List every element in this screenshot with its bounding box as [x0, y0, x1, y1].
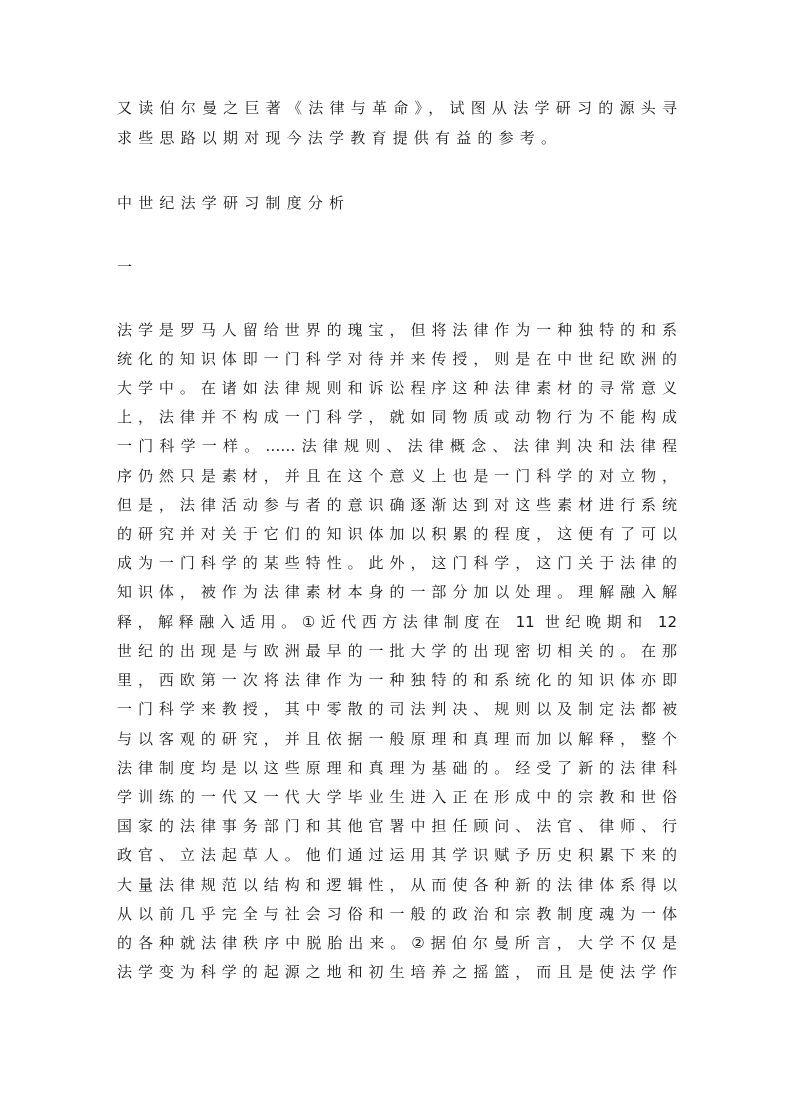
paragraph-line: 政官、立法起草人。他们通过运用其学识赋予历史积累下来的 [117, 846, 677, 864]
paragraph-line: 上，法律并不构成一门科学，就如同物质或动物行为不能构成 [117, 408, 677, 426]
paragraph-line: 法学是罗马人留给世界的瑰宝，但将法律作为一种独特的和系 [117, 321, 677, 339]
paragraph-line: 世纪的出现是与欧洲最早的一批大学的出现密切相关的。在那 [117, 642, 677, 660]
section-number: 一 [117, 258, 133, 276]
intro-line: 又读伯尔曼之巨著《法律与革命》，试图从法学研习的源头寻 [117, 99, 677, 117]
section-heading: 中世纪法学研习制度分析 [117, 194, 351, 212]
paragraph-line: 大学中。在诸如法律规则和诉讼程序这种法律素材的寻常意义 [117, 379, 677, 397]
paragraph-line: 国家的法律事务部门和其他官署中担任顾问、法官、律师、行 [117, 817, 677, 835]
paragraph-line: 统化的知识体即一门科学对待并来传授，则是在中世纪欧洲的 [117, 350, 677, 368]
paragraph-line: 与以客观的研究，并且依据一般原理和真理而加以解释，整个 [117, 730, 677, 748]
paragraph-line: 一门科学一样。……法律规则、法律概念、法律判决和法律程 [117, 437, 677, 455]
paragraph-line: 从以前几乎完全与社会习俗和一般的政治和宗教制度魂为一体 [117, 905, 677, 923]
paragraph-line: 但是，法律活动参与者的意识确逐渐达到对这些素材进行系统 [117, 496, 677, 514]
paragraph-line: 大量法律规范以结构和逻辑性，从而使各种新的法律体系得以 [117, 876, 677, 894]
paragraph-line: 序仍然只是素材，并且在这个意义上也是一门科学的对立物， [117, 467, 677, 485]
intro-line: 求些思路以期对现今法学教育提供有益的参考。 [117, 129, 563, 147]
paragraph-line: 法律制度均是以这些原理和真理为基础的。经受了新的法律科 [117, 759, 677, 777]
paragraph-line: 释，解释融入适用。①近代西方法律制度在 11 世纪晚期和 12 [117, 613, 677, 631]
paragraph-line: 法学变为科学的起源之地和初生培养之摇篮，而且是使法学作 [117, 963, 677, 981]
paragraph-line: 知识体，被作为法律素材本身的一部分加以处理。理解融入解 [117, 583, 677, 601]
paragraph-line: 的研究并对关于它们的知识体加以积累的程度，这便有了可以 [117, 525, 677, 543]
paragraph-line: 学训练的一代又一代大学毕业生进入正在形成中的宗教和世俗 [117, 788, 677, 806]
paragraph-line: 一门科学来教授，其中零散的司法判决、规则以及制定法都被 [117, 700, 677, 718]
paragraph-line: 里，西欧第一次将法律作为一种独特的和系统化的知识体亦即 [117, 671, 677, 689]
paragraph-line: 成为一门科学的某些特性。此外，这门科学，这门关于法律的 [117, 554, 677, 572]
paragraph-line: 的各种就法律秩序中脱胎出来。②据伯尔曼所言，大学不仅是 [117, 934, 677, 952]
